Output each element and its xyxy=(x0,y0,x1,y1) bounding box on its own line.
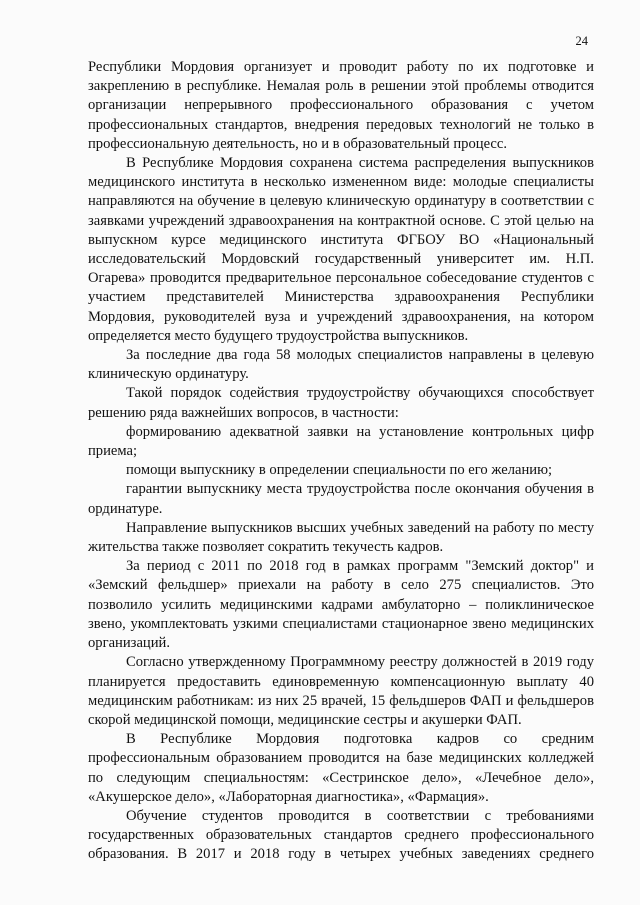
paragraph-continuation: Республики Мордовия организует и проводит работу по их подготовке и закреплению в республике. Немалая роль в решении этой проблемы отводится организации непрерывного профессионального образования с учетом профессиональных стандартов, внедрения передовых технологий не только в профессиональную деятельность, но и в образовательный процесс. xyxy=(88,59,594,152)
body-text xyxy=(88,58,594,865)
list-item-specialty-choice: помощи выпускнику в определении специальности по его желанию; xyxy=(126,462,553,479)
paragraph-staff-turnover: Направление выпускников высших учебных заведений на работу по месту жительства также позволяет сократить текучесть кадров. xyxy=(88,519,594,556)
paragraph-distribution-system: В Республике Мордовия сохранена система распределения выпускников медицинского института в несколько измененном виде: молодые специалисты направляются на обучение в целевую клиническую ординатуру в соответствии с заявками учреждений здравоохранения на контрактной основе. С этой целью на выпускном курсе медицинского института ФГБОУ ВО «Национальный исследовательский Мордовский государственный университет им. Н.П. Огарева» проводится предварительное персональное собеседование студентов с участием представителей Министерства здравоохранения Республики Мордовия, руководителей вуза и учреждений здравоохранения, на котором определяется место будущего трудоустройства выпускников. xyxy=(88,155,594,344)
list-item-admission-quota: формированию адекватной заявки на установление контрольных цифр приема; xyxy=(88,423,594,460)
paragraph-rural-programs: За период с 2011 по 2018 год в рамках программ "Земский доктор" и «Земский фельдшер» приехали на работу в село 275 специалистов. Это позволило усилить медицинскими кадрами амбулаторно – поликлиническое звено, укомплектовать узкими специалистами стационарное звено медицинских организаций. xyxy=(88,558,594,652)
list-item-job-guarantee: гарантии выпускнику места трудоустройства после окончания обучения в ординатуре. xyxy=(88,481,594,517)
paragraph-compensation-payment: Согласно утвержденному Программному реестру должностей в 2019 году планируется предоставить единовременную компенсационную выплату 40 медицинским работникам: из них 25 врачей, 15 фельдшеров ФАП и фельдшеров скорой медицинской помощи, медицинские сестры и акушерки ФАП. xyxy=(88,654,594,728)
paragraph-targeted-residency: За последние два года 58 молодых специалистов направлены в целевую клиническую ординатуру. xyxy=(88,347,594,383)
paragraph-education-standards: Обучение студентов проводится в соответствии с требованиями государственных образовательных стандартов среднего профессионального образования. В 2017 и 2018 году в четырех учебных заведениях среднего xyxy=(88,807,594,863)
paragraph-employment-order: Такой порядок содействия трудоустройству обучающихся способствует решению ряда важнейших вопросов, в частности: xyxy=(88,385,594,421)
page-number: 24 xyxy=(575,34,588,48)
paragraph-secondary-education: В Республике Мордовия подготовка кадров со средним профессиональным образованием проводится на базе медицинских колледжей по следующим специальностям: «Сестринское дело», «Лечебное дело», «Акушерское дело», «Лабораторная диагностика», «Фармация». xyxy=(88,731,594,805)
